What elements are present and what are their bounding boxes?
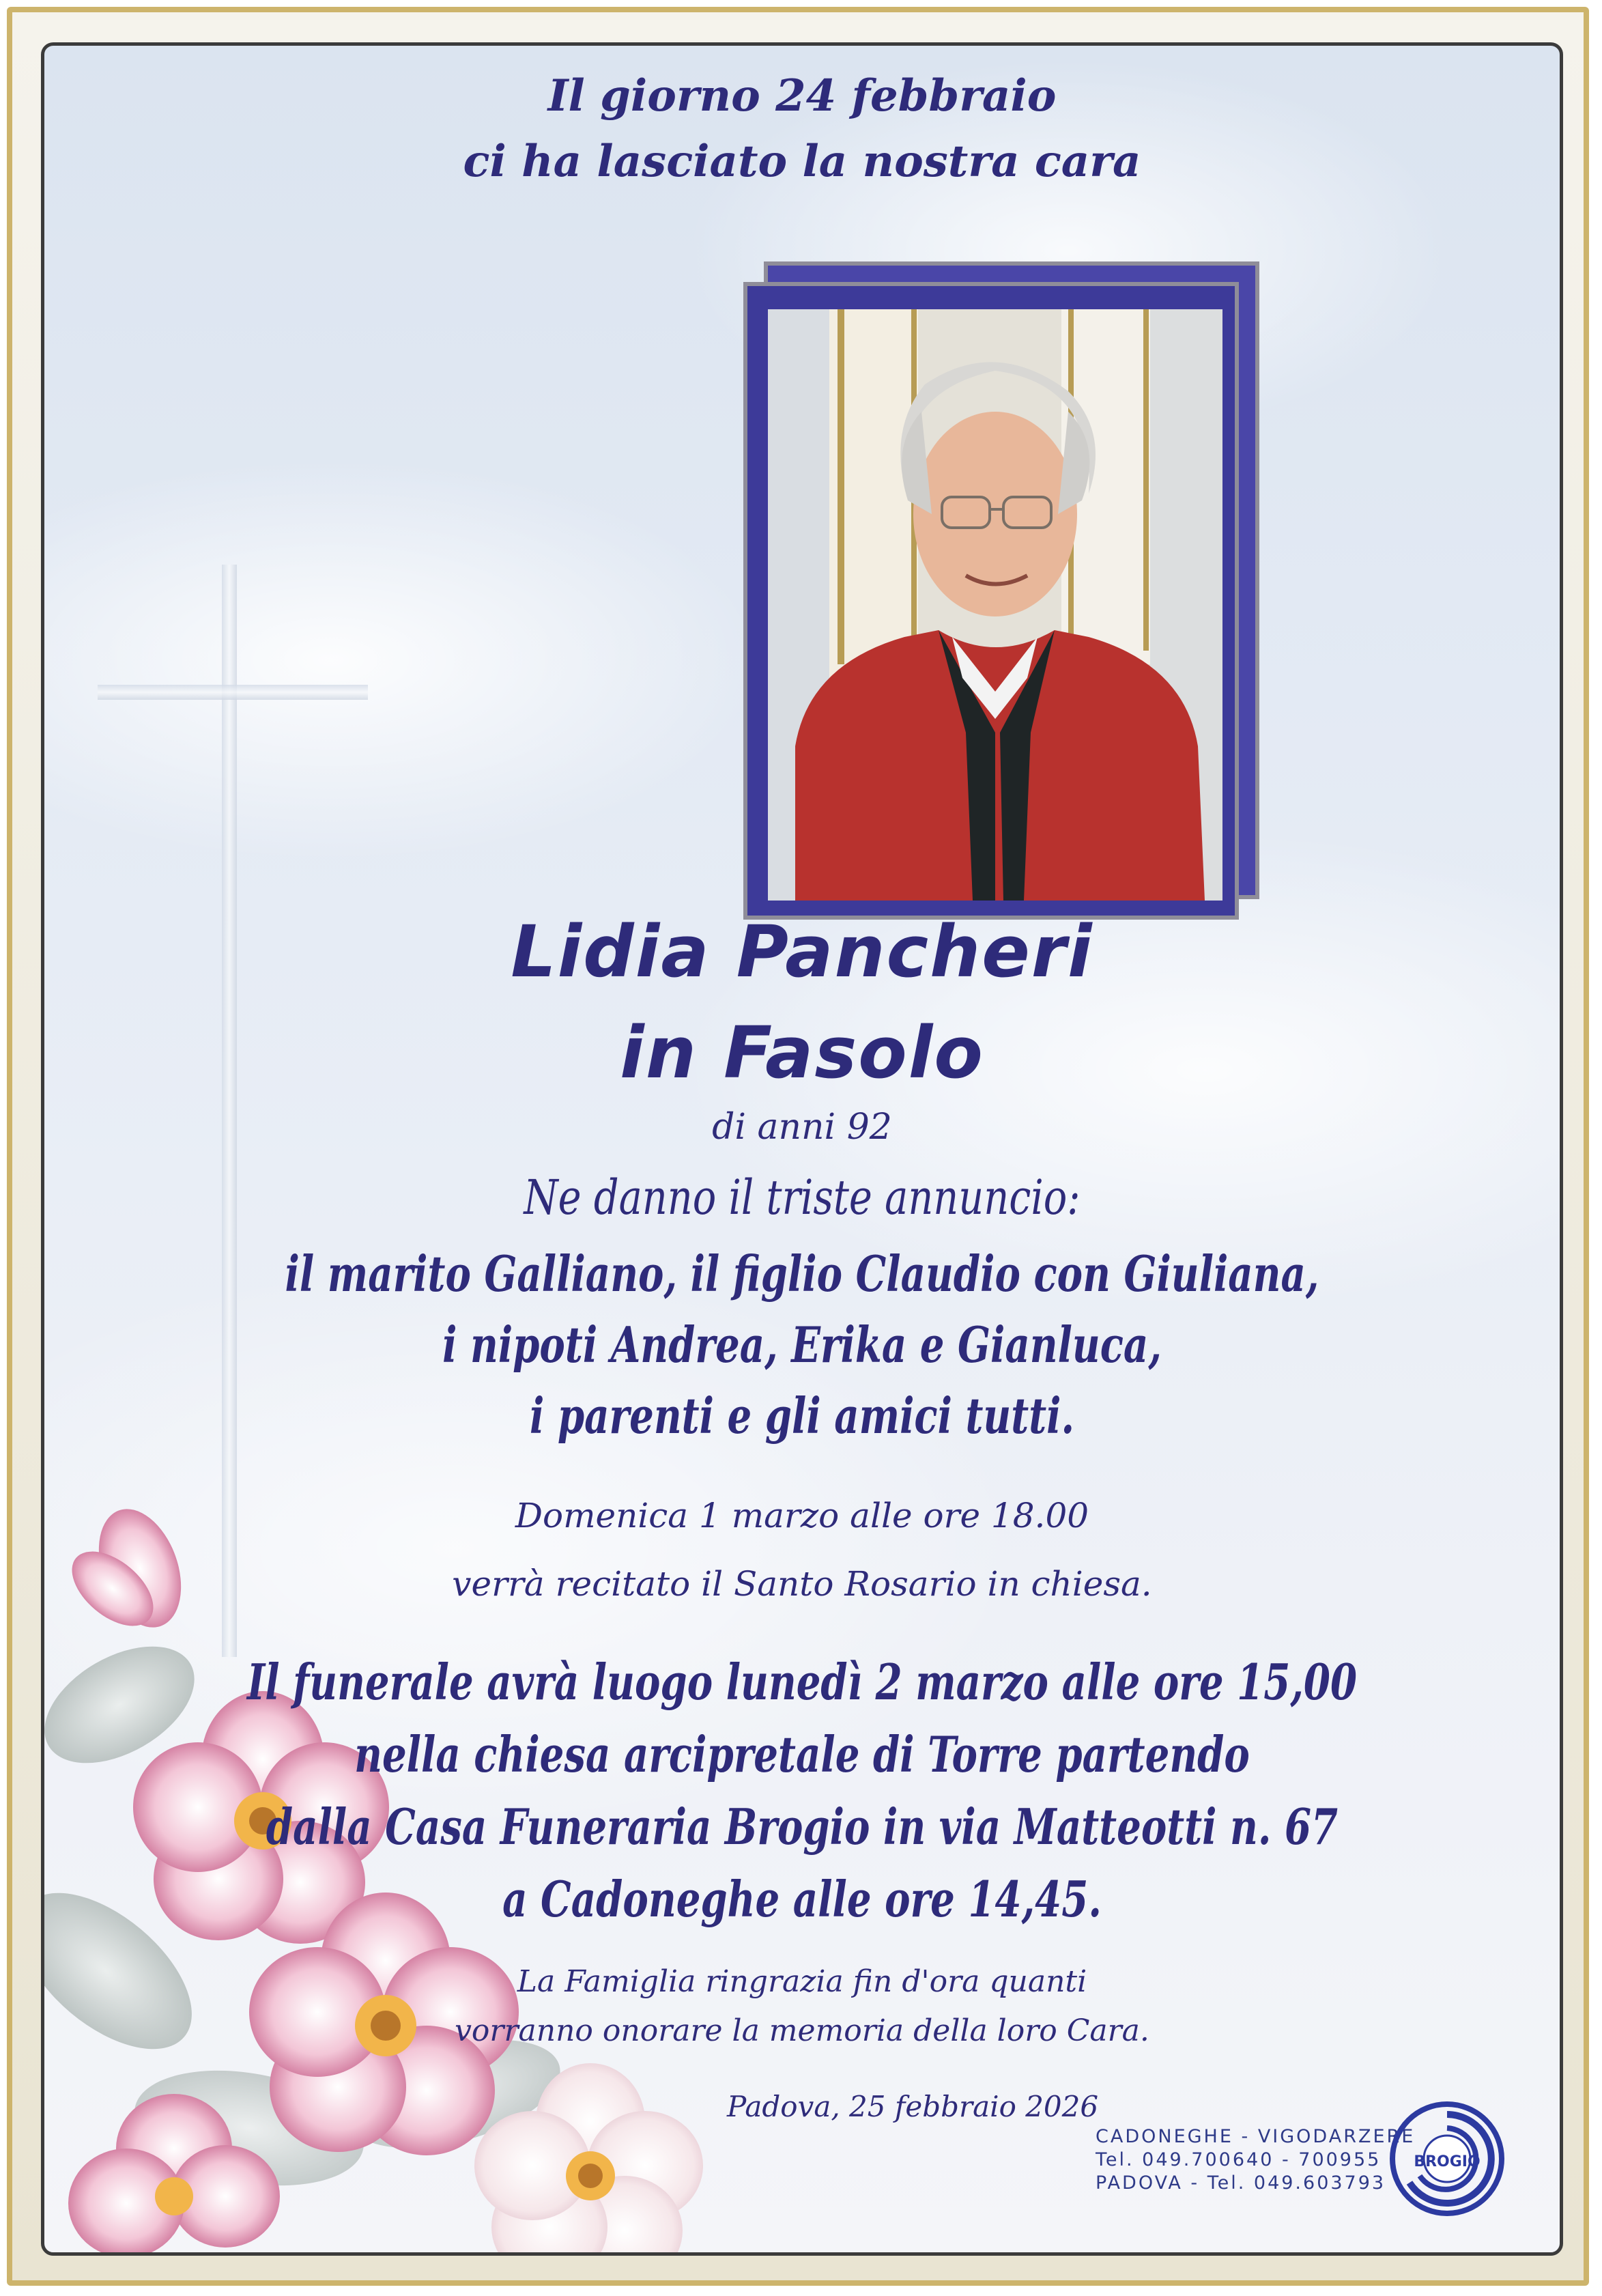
family-line-3: i parenti e gli amici tutti.: [529, 1387, 1075, 1445]
thanks-line-1: La Famiglia ringrazia fin d'ora quanti: [517, 1964, 1087, 1999]
family-line-2: i nipoti Andrea, Erika e Gianluca,: [442, 1316, 1162, 1374]
header-line-2: ci ha lasciato la nostra cara: [463, 136, 1141, 187]
brogio-logo-icon: [1389, 2101, 1505, 2217]
funeral-line-1: Il funerale avrà luogo lunedì 2 marzo alle ore 15,00: [246, 1653, 1358, 1711]
family-line-1: il marito Galliano, il figlio Claudio con Giuliana,: [285, 1245, 1319, 1303]
place-date: Padova, 25 febbraio 2026: [727, 2090, 1099, 2123]
funeral-home-contacts: [1096, 2125, 1415, 2195]
funeral-line-4: a Cadoneghe alle ore 14,45.: [502, 1870, 1102, 1928]
logo-text: BROGIO: [1414, 2153, 1481, 2170]
notice-card: [41, 42, 1563, 2256]
rosary-line-2: verrà recitato il Santo Rosario in chiesa.: [452, 1564, 1152, 1604]
company-line-3: PADOVA - Tel. 049.603793: [1096, 2172, 1386, 2194]
portrait-frame: [743, 261, 1259, 920]
funeral-line-2: nella chiesa arcipretale di Torre partendo: [354, 1725, 1250, 1783]
cross-arm: [98, 685, 368, 700]
deceased-age: di anni 92: [712, 1107, 892, 1148]
rosary-line-1: Domenica 1 marzo alle ore 18.00: [515, 1496, 1089, 1535]
company-line-2: Tel. 049.700640 - 700955: [1096, 2149, 1382, 2170]
thanks-line-2: vorranno onorare la memoria della loro Cara.: [455, 2013, 1149, 2048]
deceased-married-name: in Fasolo: [620, 1011, 984, 1094]
portrait-photo: [768, 309, 1222, 901]
funeral-line-3: dalla Casa Funeraria Brogio in via Matteotti n. 67: [266, 1798, 1339, 1856]
header-line-1: Il giorno 24 febbraio: [547, 70, 1057, 122]
announcement-intro: Ne danno il triste annuncio:: [524, 1170, 1081, 1225]
deceased-name: Lidia Pancheri: [511, 910, 1093, 993]
company-line-1: CADONEGHE - VIGODARZERE: [1096, 2126, 1416, 2147]
